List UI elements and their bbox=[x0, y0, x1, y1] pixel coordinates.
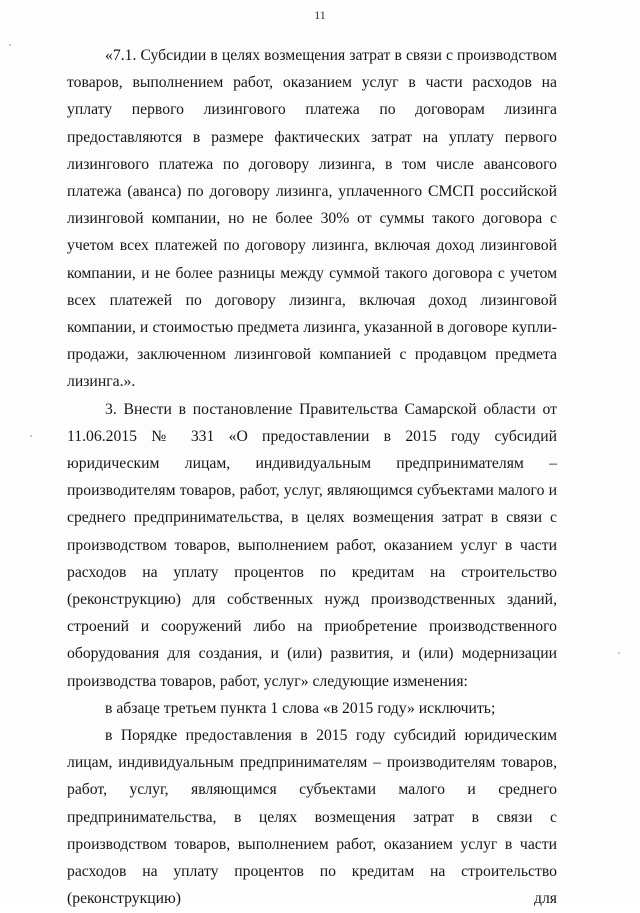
scan-speck bbox=[618, 652, 620, 654]
paragraph-amend-procedure: в Порядке предоставления в 2015 году субсидий юридическим лицам, индивидуальным предпринимателям – производителям товаров, работ, услуг, являющимся субъектами малого и среднего предпринимательства, в целях возмещения затрат в связи с производством товаров, выполнением работ, оказанием услуг в части расходов на уплату процентов по кредитам на строительство (реконструкцию) для bbox=[67, 727, 557, 908]
document-body bbox=[67, 42, 557, 913]
paragraph-amend-point-1: в абзаце третьем пункта 1 слова «в 2015 году» исключить; bbox=[105, 699, 496, 717]
scan-speck bbox=[30, 435, 32, 437]
paragraph-subsidy-clause-7-1: «7.1. Субсидии в целях возмещения затрат в связи с производством товаров, выполнением работ, оказанием услуг в части расходов на уплату первого лизингового платежа по договорам лизинга предоставляются в размере фактических затрат на уплату первого лизингового платежа по договору лизинга, в том числе авансового платежа (аванса) по договору лизинга, уплаченного СМСП российской лизинговой компании, но не более 30% от суммы такого договора с учетом всех платежей по договору лизинга, включая доход лизинговой компании, и не более разницы между суммой такого договора с учетом всех платежей по договору лизинга, включая доход лизинговой компании, и стоимостью предмета лизинга, указанной в договоре купли-продажи, заключенном лизинговой компанией с продавцом предмета лизинга.». bbox=[67, 47, 557, 391]
paragraph-amend-resolution-331: 3. Внести в постановление Правительства Самарской области от 11.06.2015 № 331 «О предоставлении в 2015 году субсидий юридическим лицам, индивидуальным предпринимателям – производителям товаров, работ, услуг, являющимся субъектами малого и среднего предпринимательства, в целях возмещения затрат в связи с производством товаров, выполнением работ, оказанием услуг в части расходов на уплату процентов по кредитам на строительство (реконструкцию) для собственных нужд производственных зданий, строений и сооружений либо на приобретение производственного оборудования для создания, и (или) развития, и (или) модернизации производства товаров, работ, услуг» следующие изменения: bbox=[67, 400, 557, 690]
scan-speck bbox=[9, 44, 11, 46]
page-number: 11 bbox=[314, 8, 326, 22]
